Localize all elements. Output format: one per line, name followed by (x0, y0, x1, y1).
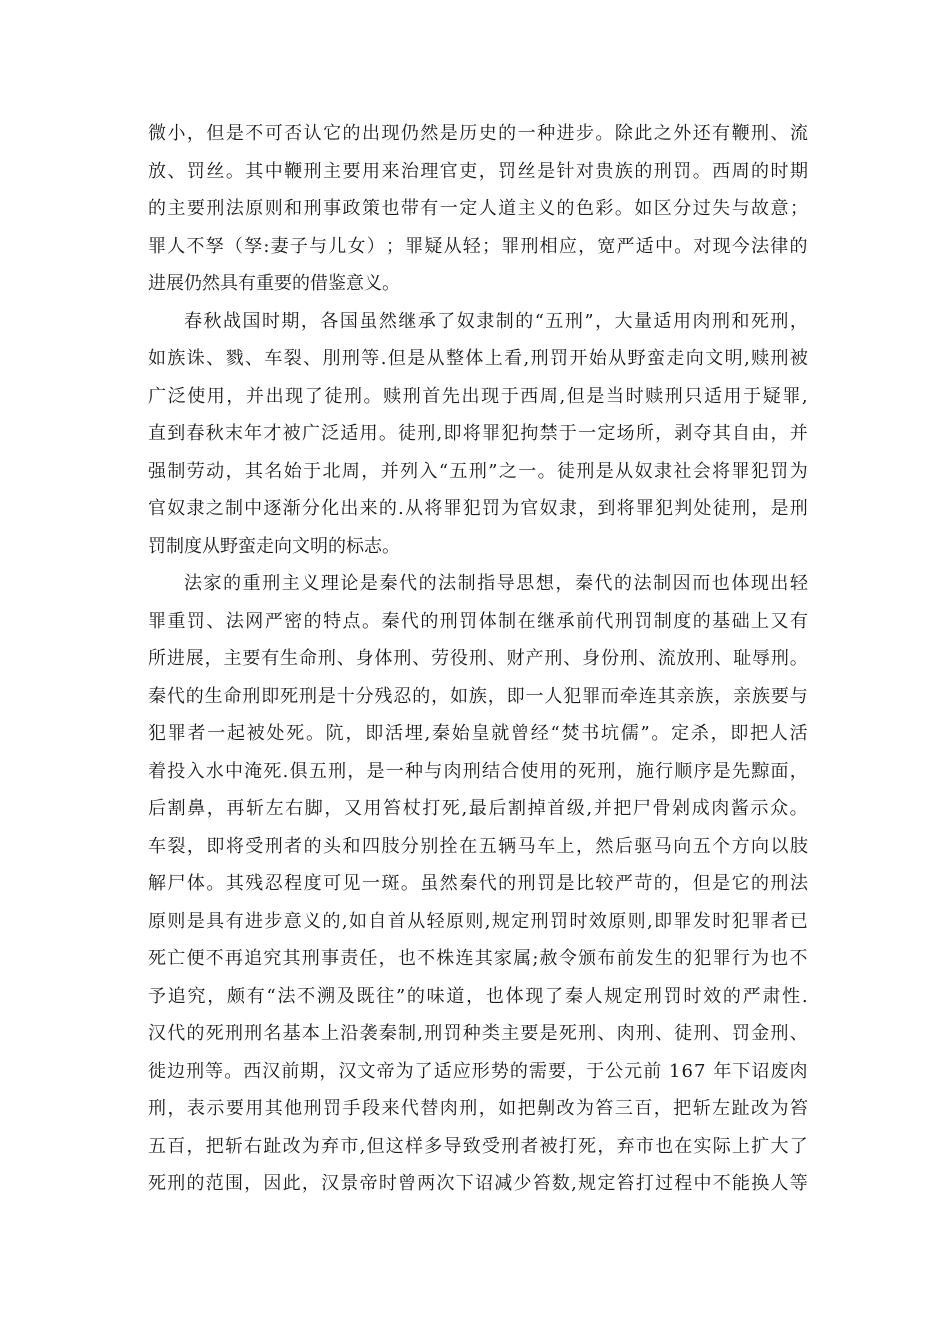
text-line: 秦 代 的 生 命 刑 即 死 刑 是 十 分 残 忍 的 ， 如 族 ， 即 一 人 犯 罪 而 牵 连 其 亲 族 ， 亲 族 要 与 (148, 685, 808, 707)
text-line: 犯 罪 者 一 起 被 处 死 。 阬 ， 即 活 埋 , 秦 始 皇 就 曾 经 “ 焚 书 坑 儒 ” 。 定 杀 ， 即 把 人 活 (148, 723, 808, 744)
text-line: 微 小 ， 但 是 不 可 否 认 它 的 出 现 仍 然 是 历 史 的 一 种 进 步 。 除 此 之 外 还 有 鞭 刑 、 流 (148, 123, 808, 144)
text-line: 官 奴 隶 之 制 中 逐 渐 分 化 出 来 的 . 从 将 罪 犯 罚 为 官 奴 隶 ， 到 将 罪 犯 判 处 徒 刑 ， 是 刑 (148, 498, 808, 519)
text-line: 进展仍然具有重要的借鉴意义。 (148, 273, 400, 294)
text-line: 强 制 劳 动 ， 其 名 始 于 北 周 ， 并 列 入 “ 五 刑 ” 之 一 。 徒 刑 是 从 奴 隶 社 会 将 罪 犯 罚 为 (148, 460, 808, 482)
text-line: 徙 边 刑 等 。 西 汉 前 期 ， 汉 文 帝 为 了 适 应 形 势 的 需 要 ， 于 公 元 前 1 6 7 年 下 诏 废 肉 (148, 1060, 808, 1082)
text-line: 的 主 要 刑 法 原 则 和 刑 事 政 策 也 带 有 一 定 人 道 主 义 的 色 彩 。 如 区 分 过 失 与 故 意 ； (148, 198, 808, 219)
text-line: 死 亡 便 不 再 追 究 其 刑 事 责 任 ， 也 不 株 连 其 家 属 ; 赦 令 颁 布 前 发 生 的 犯 罪 行 为 也 不 (148, 948, 808, 969)
text-line: 罚制度从野蛮走向文明的标志。 (148, 535, 400, 557)
paragraph-1 (148, 115, 808, 303)
text-line: 予 追 究 ， 颇 有 “ 法 不 溯 及 既 往 ” 的 味 道 ， 也 体 现 了 秦 人 规 定 刑 罚 时 效 的 严 肃 性 . (148, 985, 808, 1007)
text-line: 汉 代 的 死 刑 刑 名 基 本 上 沿 袭 秦 制 , 刑 罚 种 类 主 要 是 死 刑 、 肉 刑 、 徒 刑 、 罚 金 刑 、 (148, 1023, 808, 1044)
text-line: 直 到 春 秋 末 年 才 被 广 泛 适 用 。 徒 刑 , 即 将 罪 犯 拘 禁 于 一 定 场 所 ， 剥 夺 其 自 由 ， 并 (148, 423, 808, 444)
text-line: 后 割 鼻 ， 再 斩 左 右 脚 ， 又 用 笞 杖 打 死 , 最 后 割 掉 首 级 , 并 把 尸 骨 剁 成 肉 酱 示 众 。 (148, 798, 808, 819)
text-line: 罪 人 不 孥 （ 孥 : 妻 子 与 儿 女 ） ； 罪 疑 从 轻 ； 罪 刑 相 应 ， 宽 严 适 中 。 对 现 今 法 律 的 (148, 235, 808, 257)
text-line: 所 进 展 ， 主 要 有 生 命 刑 、 身 体 刑 、 劳 役 刑 、 财 产 刑 、 身 份 刑 、 流 放 刑 、 耻 辱 刑 。 (148, 648, 808, 669)
text-line: 春 秋 战 国 时 期 ， 各 国 虽 然 继 承 了 奴 隶 制 的 “ 五 刑 ” ， 大 量 适 用 肉 刑 和 死 刑 ， (184, 310, 808, 332)
text-line: 五 百 ， 把 斩 右 趾 改 为 弃 市 , 但 这 样 多 导 致 受 刑 者 被 打 死 ， 弃 市 也 在 实 际 上 扩 大 了 (148, 1135, 808, 1157)
text-line: 刑 ， 表 示 要 用 其 他 刑 罚 手 段 来 代 替 肉 刑 ， 如 把 劓 改 为 笞 三 百 ， 把 斩 左 趾 改 为 笞 (148, 1098, 808, 1119)
text-line: 着 投 入 水 中 淹 死 . 俱 五 刑 ， 是 一 种 与 肉 刑 结 合 使 用 的 死 刑 ， 施 行 顺 序 是 先 黥 面 ， (148, 760, 808, 782)
text-line: 放 、 罚 丝 。 其 中 鞭 刑 主 要 用 来 治 理 官 吏 ， 罚 丝 是 针 对 贵 族 的 刑 罚 。 西 周 的 时 期 (148, 160, 808, 182)
text-line: 死 刑 的 范 围 ， 因 此 ， 汉 景 帝 时 曾 两 次 下 诏 减 少 笞 数 , 规 定 笞 打 过 程 中 不 能 换 人 等 (148, 1173, 808, 1194)
text-line: 车 裂 ， 即 将 受 刑 者 的 头 和 四 肢 分 别 拴 在 五 辆 马 车 上 ， 然 后 驱 马 向 五 个 方 向 以 肢 (148, 835, 808, 857)
text-line: 原 则 是 具 有 进 步 意 义 的 , 如 自 首 从 轻 原 则 , 规 定 刑 罚 时 效 原 则 , 即 罪 发 时 犯 罪 者 已 (148, 910, 808, 932)
text-line: 法 家 的 重 刑 主 义 理 论 是 秦 代 的 法 制 指 导 思 想 ， 秦 代 的 法 制 因 而 也 体 现 出 轻 (184, 573, 808, 594)
text-line: 如 族 诛 、 戮 、 车 裂 、 刖 刑 等 . 但 是 从 整 体 上 看 , 刑 罚 开 始 从 野 蛮 走 向 文 明 , 赎 刑 被 (148, 348, 808, 369)
text-line: 广 泛 使 用 ， 并 出 现 了 徒 刑 。 赎 刑 首 先 出 现 于 西 周 , 但 是 当 时 赎 刑 只 适 用 于 疑 罪 , (148, 385, 808, 407)
document-page (148, 115, 808, 1203)
text-line: 罪 重 罚 、 法 网 严 密 的 特 点 。 秦 代 的 刑 罚 体 制 在 继 承 前 代 刑 罚 制 度 的 基 础 上 又 有 (148, 610, 808, 632)
paragraph-3 (148, 565, 808, 1203)
text-line: 解 尸 体 。 其 残 忍 程 度 可 见 一 斑 。 虽 然 秦 代 的 刑 罚 是 比 较 严 苛 的 ， 但 是 它 的 刑 法 (148, 873, 808, 894)
paragraph-2 (148, 303, 808, 566)
